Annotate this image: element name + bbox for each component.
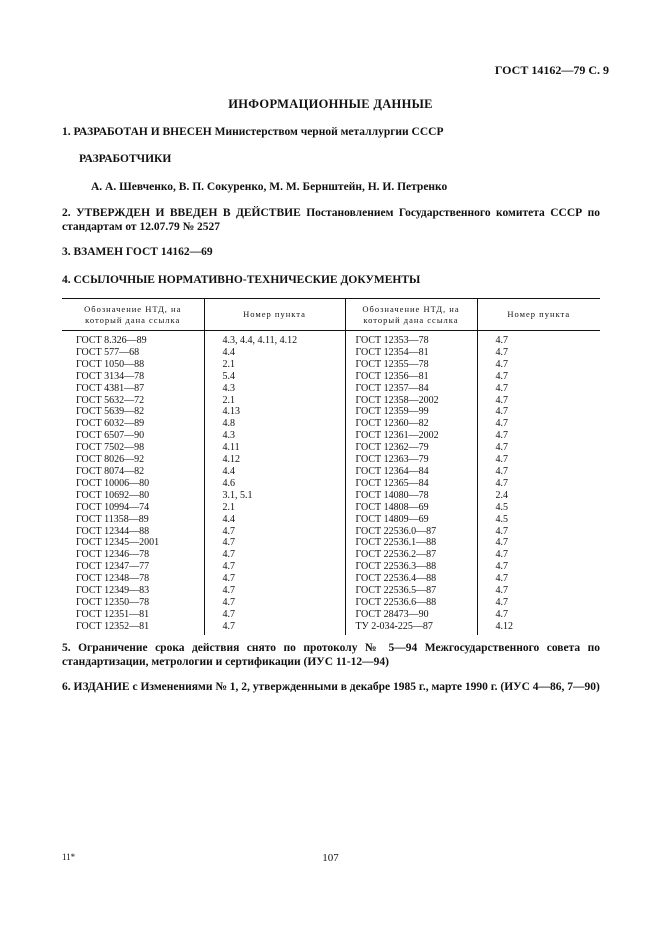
cell-ntd-left: ГОСТ 8074—82 (76, 465, 145, 477)
section-4-number: 4. (62, 274, 71, 286)
cell-ntd-left: ГОСТ 7502—98 (76, 442, 145, 454)
cell-clause-left: 2.1 (204, 395, 345, 407)
table-row (62, 478, 600, 490)
table-row (62, 371, 600, 383)
cell-ntd-right: ГОСТ 12358—2002 (345, 395, 477, 407)
cell-clause-left: 4.7 (204, 549, 345, 561)
cell-ntd-right: ГОСТ 22536.1—88 (345, 537, 477, 549)
cell-clause-right: 4.7 (477, 573, 600, 585)
table-row (62, 526, 600, 538)
cell-ntd-right: ГОСТ 22536.2—87 (345, 549, 477, 561)
cell-ntd-left: ГОСТ 10994—74 (76, 501, 150, 513)
cell-clause-left: 3.1, 5.1 (204, 490, 345, 502)
cell-clause-right: 4.7 (477, 585, 600, 597)
cell-clause-right: 4.7 (477, 478, 600, 490)
section-2-text: Постановлением Государственного комитета СССР по стандартам от 12.07.79 № 2527 (62, 207, 601, 233)
cell-ntd-left: ГОСТ 6032—89 (76, 418, 145, 430)
cell-ntd-right: ГОСТ 22536.5—87 (345, 585, 477, 597)
cell-clause-left: 4.7 (204, 573, 345, 585)
document-reference: ГОСТ 14162—79 С. 9 (494, 63, 609, 77)
cell-ntd-left: ГОСТ 8026—92 (76, 454, 145, 466)
cell-clause-right: 4.5 (477, 514, 600, 526)
section-6-text: с Изменениями № 1, 2, утвержденными в декабре 1985 г., марте 1990 г. (ИУС 4—86, 7—90) (129, 681, 600, 693)
cell-ntd-right: ГОСТ 12353—78 (345, 331, 477, 347)
cell-clause-left: 4.3 (204, 383, 345, 395)
table-row (62, 585, 600, 597)
cell-clause-right: 4.7 (477, 418, 600, 430)
cell-clause-left: 4.8 (204, 418, 345, 430)
cell-clause-right: 4.7 (477, 371, 600, 383)
table-row (62, 573, 600, 585)
table-row (62, 418, 600, 430)
cell-ntd-right: ГОСТ 12355—78 (345, 359, 477, 371)
cell-clause-left: 4.4 (204, 347, 345, 359)
cell-ntd-left: ГОСТ 12346—78 (76, 549, 150, 561)
table-row (62, 454, 600, 466)
section-2-lead: УТВЕРЖДЕН И ВВЕДЕН В ДЕЙСТВИЕ (76, 207, 301, 219)
cell-ntd-left: ГОСТ 12347—77 (76, 561, 150, 573)
table-header-row (62, 299, 600, 331)
table-row (62, 490, 600, 502)
cell-clause-right: 4.7 (477, 549, 600, 561)
table-row (62, 442, 600, 454)
table-row (62, 430, 600, 442)
cell-ntd-right: ТУ 2-034-225—87 (345, 621, 477, 635)
developers-label: РАЗРАБОТЧИКИ (79, 153, 172, 165)
cell-ntd-left: ГОСТ 12351—81 (76, 608, 150, 620)
cell-clause-right: 4.7 (477, 609, 600, 621)
header-ntd-right: Обозначение НТД, на который дана ссылка (345, 299, 477, 331)
cell-clause-left: 4.11 (204, 442, 345, 454)
table-row (62, 331, 600, 347)
cell-clause-right: 4.7 (477, 537, 600, 549)
cell-ntd-right: ГОСТ 12363—79 (345, 454, 477, 466)
cell-ntd-left: ГОСТ 12344—88 (76, 525, 150, 537)
section-4-lead: ССЫЛОЧНЫЕ НОРМАТИВНО-ТЕХНИЧЕСКИЕ ДОКУМЕНТЫ (73, 274, 421, 286)
section-6-number: 6. (62, 681, 71, 693)
cell-clause-left: 4.7 (204, 561, 345, 573)
cell-clause-right: 4.7 (477, 359, 600, 371)
section-1-number: 1. (62, 126, 71, 138)
cell-clause-left: 4.7 (204, 609, 345, 621)
section-3 (62, 245, 213, 259)
cell-ntd-left: ГОСТ 4381—87 (76, 382, 145, 394)
cell-ntd-left: ГОСТ 12352—81 (76, 620, 150, 632)
cell-ntd-right: ГОСТ 12361—2002 (345, 430, 477, 442)
cell-ntd-left: ГОСТ 3134—78 (76, 370, 145, 382)
cell-clause-right: 4.7 (477, 383, 600, 395)
cell-clause-right: 4.7 (477, 454, 600, 466)
section-6-lead: ИЗДАНИЕ (73, 681, 130, 693)
section-1 (62, 125, 444, 139)
cell-ntd-left: ГОСТ 8.326—89 (76, 335, 147, 346)
cell-ntd-right: ГОСТ 12357—84 (345, 383, 477, 395)
developers-list: А. А. Шевченко, В. П. Сокуренко, М. М. Бернштейн, Н. И. Петренко (91, 181, 448, 193)
cell-clause-left: 4.7 (204, 597, 345, 609)
cell-ntd-right: ГОСТ 12359—99 (345, 406, 477, 418)
section-3-number: 3. (62, 246, 71, 258)
cell-ntd-right: ГОСТ 22536.4—88 (345, 573, 477, 585)
cell-ntd-right: ГОСТ 12362—79 (345, 442, 477, 454)
table-row (62, 466, 600, 478)
section-6 (62, 680, 600, 694)
section-1-text: Министерством черной металлургии СССР (211, 126, 444, 138)
section-4 (62, 273, 420, 287)
cell-clause-right: 4.7 (477, 430, 600, 442)
cell-ntd-right: ГОСТ 12356—81 (345, 371, 477, 383)
section-3-lead: ВЗАМЕН ГОСТ 14162—69 (73, 246, 213, 258)
cell-clause-right: 4.5 (477, 502, 600, 514)
cell-ntd-right: ГОСТ 14809—69 (345, 514, 477, 526)
footnote-mark: 11* (62, 852, 76, 862)
table-row (62, 549, 600, 561)
cell-clause-left: 4.3, 4.4, 4.11, 4.12 (204, 331, 345, 347)
cell-clause-left: 4.12 (204, 454, 345, 466)
cell-clause-right: 4.7 (477, 561, 600, 573)
cell-clause-right: 4.7 (477, 466, 600, 478)
cell-ntd-left: ГОСТ 577—68 (76, 346, 140, 358)
cell-ntd-right: ГОСТ 14080—78 (345, 490, 477, 502)
table-row (62, 347, 600, 359)
cell-clause-right: 4.7 (477, 442, 600, 454)
header-clause-left: Номер пункта (204, 299, 345, 331)
section-5 (62, 641, 600, 669)
section-2 (62, 206, 600, 234)
table-row (62, 502, 600, 514)
cell-clause-left: 4.4 (204, 514, 345, 526)
cell-ntd-left: ГОСТ 12348—78 (76, 573, 150, 585)
cell-clause-left: 4.7 (204, 621, 345, 635)
cell-ntd-right: ГОСТ 12360—82 (345, 418, 477, 430)
cell-clause-right: 4.7 (477, 597, 600, 609)
cell-ntd-right: ГОСТ 22536.0—87 (345, 526, 477, 538)
cell-clause-right: 4.7 (477, 331, 600, 347)
cell-ntd-right: ГОСТ 12354—81 (345, 347, 477, 359)
cell-clause-left: 4.7 (204, 537, 345, 549)
cell-ntd-right: ГОСТ 14808—69 (345, 502, 477, 514)
table-row (62, 383, 600, 395)
cell-clause-left: 4.3 (204, 430, 345, 442)
table-row (62, 514, 600, 526)
table-row (62, 609, 600, 621)
cell-ntd-left: ГОСТ 5639—82 (76, 406, 145, 418)
cell-ntd-left: ГОСТ 12349—83 (76, 585, 150, 597)
page-title: ИНФОРМАЦИОННЫЕ ДАННЫЕ (228, 97, 433, 111)
table-row (62, 406, 600, 418)
table-row (62, 359, 600, 371)
cell-ntd-left: ГОСТ 10692—80 (76, 489, 150, 501)
cell-clause-right: 4.7 (477, 347, 600, 359)
cell-clause-right: 4.7 (477, 395, 600, 407)
cell-ntd-right: ГОСТ 12364—84 (345, 466, 477, 478)
cell-clause-left: 4.7 (204, 585, 345, 597)
cell-clause-right: 4.7 (477, 406, 600, 418)
table-body (62, 331, 600, 635)
cell-ntd-left: ГОСТ 1050—88 (76, 358, 145, 370)
cell-ntd-right: ГОСТ 12365—84 (345, 478, 477, 490)
cell-ntd-left: ГОСТ 5632—72 (76, 394, 145, 406)
cell-clause-left: 2.1 (204, 359, 345, 371)
header-ntd-left: Обозначение НТД, на который дана ссылка (62, 299, 204, 331)
cell-clause-left: 2.1 (204, 502, 345, 514)
table-row (62, 597, 600, 609)
cell-clause-right: 4.7 (477, 526, 600, 538)
cell-ntd-left: ГОСТ 11358—89 (76, 513, 149, 525)
cell-clause-right: 2.4 (477, 490, 600, 502)
section-5-text: Ограничение срока действия снято по протоколу № 5—94 Межгосударственного совета по стандартизации, метрологии и сертификации (ИУС 11-12—94) (62, 642, 601, 668)
cell-clause-right: 4.12 (477, 621, 600, 635)
cell-ntd-right: ГОСТ 28473—90 (345, 609, 477, 621)
section-1-lead: РАЗРАБОТАН И ВНЕСЕН (73, 126, 212, 138)
cell-ntd-right: ГОСТ 22536.3—88 (345, 561, 477, 573)
header-clause-right: Номер пункта (477, 299, 600, 331)
cell-clause-left: 4.4 (204, 466, 345, 478)
cell-ntd-left: ГОСТ 10006—80 (76, 477, 150, 489)
cell-ntd-right: ГОСТ 22536.6—88 (345, 597, 477, 609)
cell-clause-left: 5.4 (204, 371, 345, 383)
cell-clause-left: 4.6 (204, 478, 345, 490)
cell-clause-left: 4.13 (204, 406, 345, 418)
table-row (62, 395, 600, 407)
table-row (62, 621, 600, 635)
reference-documents-table (62, 298, 600, 635)
table-row (62, 561, 600, 573)
section-5-number: 5. (62, 642, 71, 654)
cell-ntd-left: ГОСТ 12350—78 (76, 596, 150, 608)
cell-ntd-left: ГОСТ 6507—90 (76, 430, 145, 442)
page-number: 107 (322, 852, 339, 864)
cell-ntd-left: ГОСТ 12345—2001 (76, 537, 160, 549)
section-2-number: 2. (62, 207, 71, 219)
cell-clause-left: 4.7 (204, 526, 345, 538)
table-row (62, 537, 600, 549)
